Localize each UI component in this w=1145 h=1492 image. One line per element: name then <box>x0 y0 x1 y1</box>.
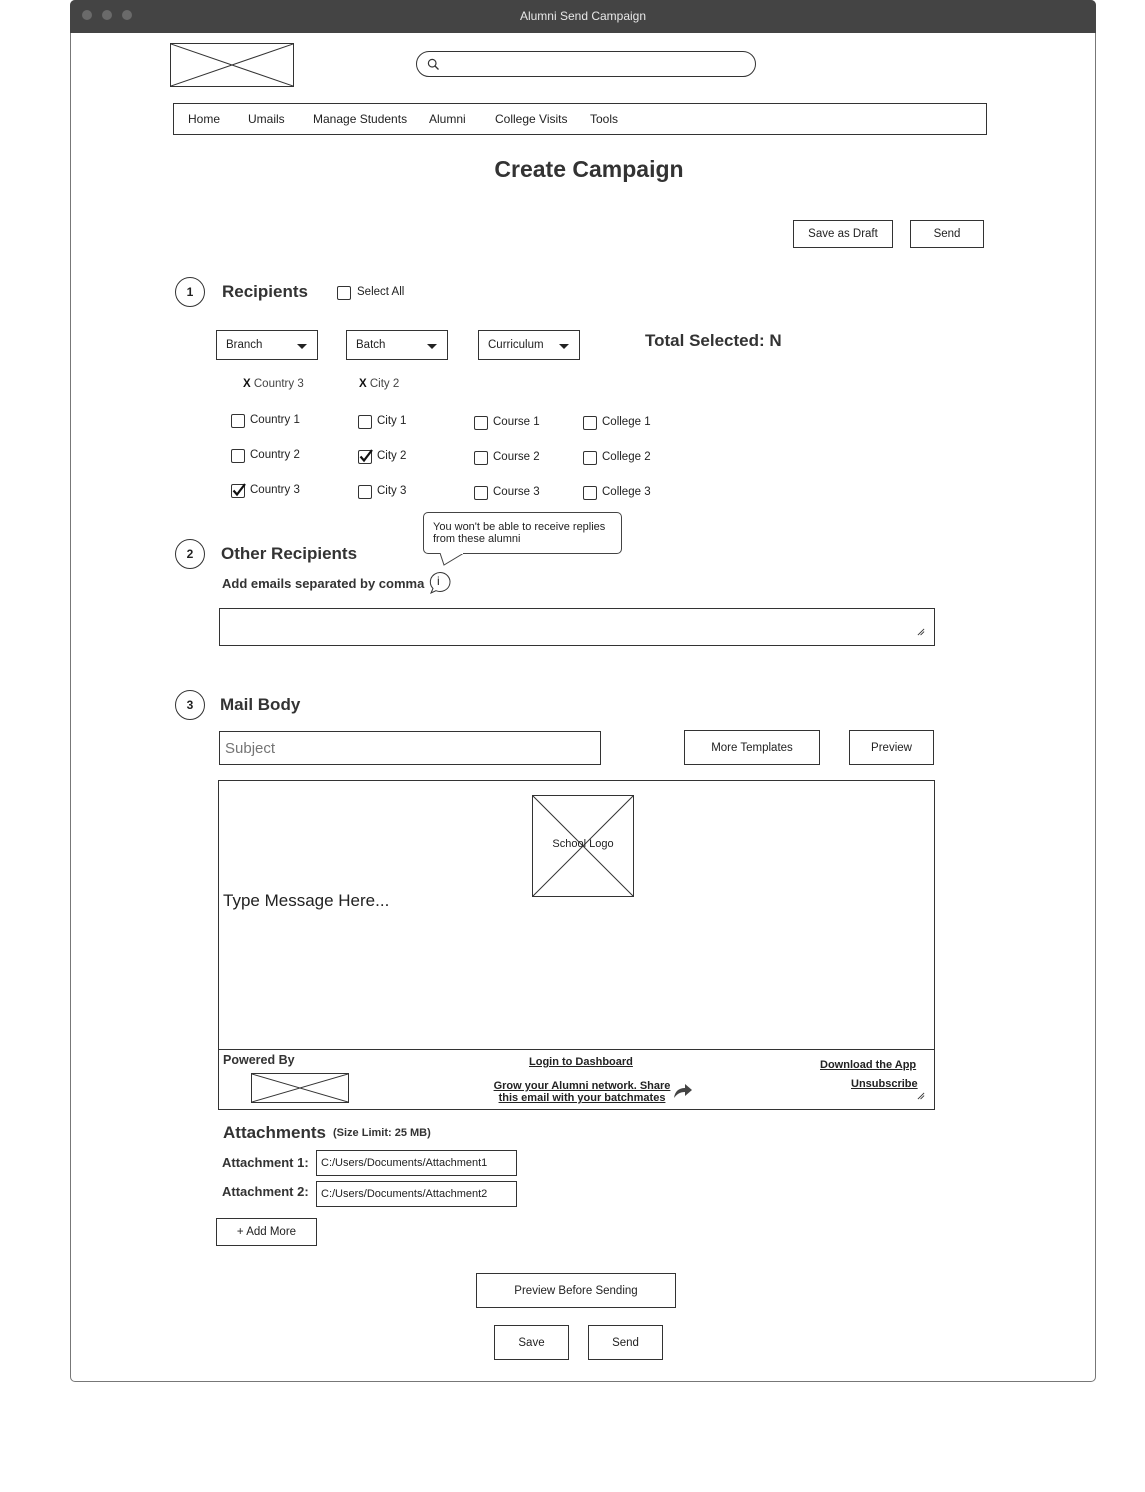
other-recipients-heading: Other Recipients <box>221 544 358 563</box>
branch-dropdown-label: Branch <box>226 339 263 351</box>
save-button[interactable]: Save <box>494 1325 569 1360</box>
share-line-2: this email with your batchmates <box>498 1092 666 1104</box>
college-label: College 1 <box>602 416 651 428</box>
step-number-1: 1 <box>175 277 205 307</box>
course-label: Course 1 <box>493 416 540 428</box>
attachment-path-field[interactable]: C:/Users/Documents/Attachment2 <box>316 1181 517 1207</box>
selected-chip[interactable] <box>359 378 399 390</box>
size-limit-label: (Size Limit: 25 MB) <box>333 1127 431 1139</box>
attachment-label: Attachment 2: <box>222 1184 309 1199</box>
info-glyph: i <box>437 574 440 588</box>
chevron-down-icon <box>559 344 569 349</box>
country-checkbox[interactable] <box>231 484 245 498</box>
checkmark-icon <box>231 482 247 498</box>
nav-manage-students[interactable]: Manage Students <box>313 112 408 126</box>
unsubscribe-link[interactable]: Unsubscribe <box>851 1078 918 1090</box>
school-logo-placeholder <box>532 795 634 897</box>
college-label: College 3 <box>602 486 651 498</box>
country-label: Country 2 <box>250 449 300 461</box>
nav-umails[interactable]: Umails <box>248 112 285 126</box>
resize-handle-icon[interactable] <box>917 1092 925 1100</box>
course-label: Course 2 <box>493 451 540 463</box>
step-number-2: 2 <box>175 539 205 569</box>
footer-divider <box>218 1049 935 1050</box>
search-bar[interactable] <box>416 51 756 77</box>
attachments-heading: Attachments <box>223 1123 326 1142</box>
tooltip <box>423 512 622 554</box>
chip-label: City 2 <box>369 378 400 390</box>
country-checkbox[interactable] <box>231 414 245 428</box>
search-icon <box>427 58 440 71</box>
share-line-1: Grow your Alumni network. Share <box>493 1080 671 1092</box>
message-placeholder[interactable]: Type Message Here... <box>223 891 390 910</box>
nav-tools[interactable]: Tools <box>590 112 619 126</box>
college-checkbox[interactable] <box>583 416 597 430</box>
city-checkbox[interactable] <box>358 485 372 499</box>
country-label: Country 1 <box>250 414 300 426</box>
send-button[interactable]: Send <box>588 1325 663 1360</box>
step-number-3: 3 <box>175 690 205 720</box>
mail-body-heading: Mail Body <box>220 695 301 714</box>
course-label: Course 3 <box>493 486 540 498</box>
country-checkbox[interactable] <box>231 449 245 463</box>
chevron-down-icon <box>427 344 437 349</box>
window-title: Alumni Send Campaign <box>519 9 647 23</box>
attachment-path-field[interactable]: C:/Users/Documents/Attachment1 <box>316 1150 517 1176</box>
remove-chip-icon[interactable]: X <box>243 378 251 390</box>
school-logo-label: School Logo <box>552 838 614 850</box>
share-arrow-icon[interactable] <box>673 1082 693 1100</box>
batch-dropdown[interactable] <box>346 330 448 360</box>
remove-chip-icon[interactable]: X <box>359 378 367 390</box>
checkmark-icon <box>358 448 374 464</box>
share-email-link[interactable] <box>470 1080 694 1104</box>
select-all-label: Select All <box>357 286 405 298</box>
page-title: Create Campaign <box>494 156 684 182</box>
main-nav <box>173 103 987 135</box>
branch-dropdown[interactable] <box>216 330 318 360</box>
logo-placeholder <box>170 43 294 87</box>
course-checkbox[interactable] <box>474 486 488 500</box>
country-label: Country 3 <box>250 484 300 496</box>
nav-alumni[interactable]: Alumni <box>429 112 466 126</box>
city-checkbox[interactable] <box>358 450 372 464</box>
emails-hint: Add emails separated by comma <box>222 576 425 591</box>
powered-by-label: Powered By <box>223 1053 295 1067</box>
chip-label: Country 3 <box>253 378 304 390</box>
course-checkbox[interactable] <box>474 451 488 465</box>
course-checkbox[interactable] <box>474 416 488 430</box>
selected-chip[interactable] <box>243 378 304 390</box>
curriculum-dropdown[interactable] <box>478 330 580 360</box>
tooltip-text: You won't be able to receive replies from these alumni <box>433 521 606 545</box>
send-button-top[interactable]: Send <box>910 220 984 248</box>
preview-before-sending-button[interactable]: Preview Before Sending <box>476 1273 676 1308</box>
save-draft-button[interactable]: Save as Draft <box>793 220 893 248</box>
city-label: City 1 <box>377 415 407 427</box>
batch-dropdown-label: Batch <box>356 339 386 351</box>
subject-input[interactable] <box>219 731 601 765</box>
add-more-button[interactable]: + Add More <box>216 1218 317 1246</box>
preview-button[interactable]: Preview <box>849 730 934 765</box>
college-label: College 2 <box>602 451 651 463</box>
city-label: City 3 <box>377 485 407 497</box>
nav-college-visits[interactable]: College Visits <box>495 112 568 126</box>
city-checkbox[interactable] <box>358 415 372 429</box>
curriculum-dropdown-label: Curriculum <box>488 339 544 351</box>
college-checkbox[interactable] <box>583 486 597 500</box>
download-app-link[interactable]: Download the App <box>820 1059 917 1071</box>
resize-handle-icon[interactable] <box>917 628 925 636</box>
nav-home[interactable]: Home <box>188 112 221 126</box>
chevron-down-icon <box>297 344 307 349</box>
total-selected: Total Selected: N <box>645 331 782 350</box>
attachment-label: Attachment 1: <box>222 1155 309 1170</box>
college-checkbox[interactable] <box>583 451 597 465</box>
login-dashboard-link[interactable]: Login to Dashboard <box>529 1056 633 1068</box>
info-icon[interactable] <box>429 571 451 593</box>
powered-by-logo <box>251 1073 349 1103</box>
tooltip-pointer <box>440 553 480 567</box>
city-label: City 2 <box>377 450 407 462</box>
app-window <box>70 0 1096 1382</box>
recipients-heading: Recipients <box>222 282 308 301</box>
select-all-checkbox[interactable] <box>337 286 351 300</box>
more-templates-button[interactable]: More Templates <box>684 730 820 765</box>
other-emails-textarea[interactable] <box>219 608 935 646</box>
search-input[interactable] <box>447 55 746 73</box>
